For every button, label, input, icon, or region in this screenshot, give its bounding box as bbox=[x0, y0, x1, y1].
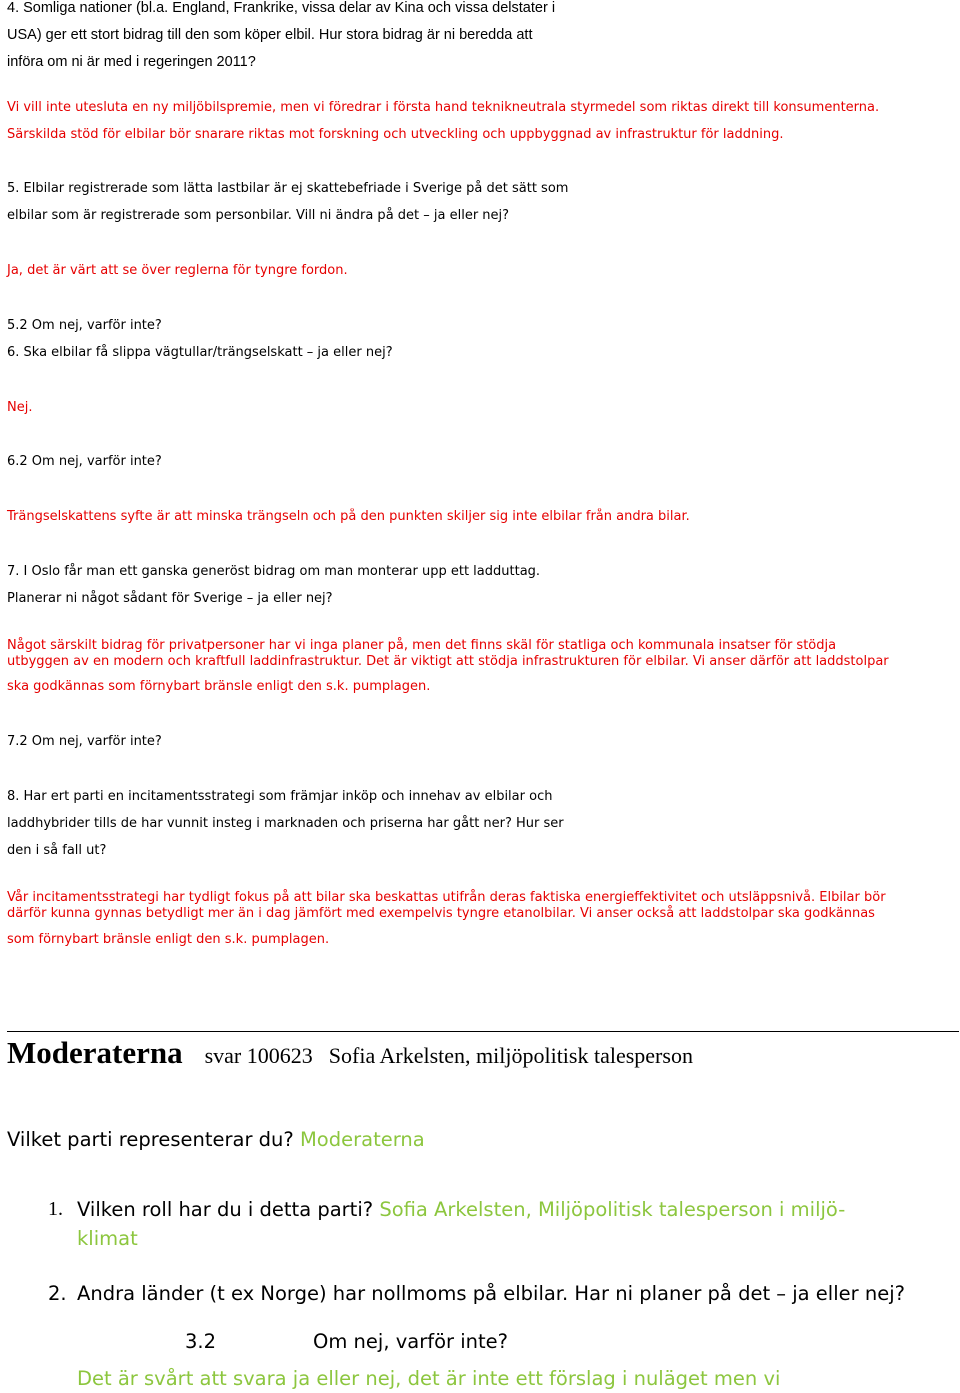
q6-followup-answer: Trängselskattens syfte är att minska trängseln och på den punkten skiljer sig inte elbilar från andra bilar. bbox=[7, 509, 690, 524]
section-divider bbox=[7, 1031, 959, 1032]
q5-followup: 5.2 Om nej, varför inte? bbox=[7, 318, 162, 333]
q8-question-line-1: 8. Har ert parti en incitamentsstrategi som främjar inköp och innehav av elbilar och bbox=[7, 789, 553, 804]
q5-answer: Ja, det är värt att se över reglerna för tyngre fordon. bbox=[7, 263, 348, 278]
q4-question-line-2: USA) ger ett stort bidrag till den som köper elbil. Hur stora bidrag är ni beredda att bbox=[7, 27, 533, 43]
q4-answer-line-1: Vi vill inte utesluta en ny miljöbilspremie, men vi föredrar i första hand teknikneutrala styrmedel som riktas direkt till konsumenterna. bbox=[7, 100, 880, 115]
q6-question: 6. Ska elbilar få slippa vägtullar/trängselskatt – ja eller nej? bbox=[7, 345, 393, 360]
party-question: Vilket parti representerar du? bbox=[7, 1128, 294, 1151]
q8-answer-line-1: Vår incitamentsstrategi har tydligt fokus på att bilar ska beskattas utifrån deras faktiska energieffektivitet och utsläppsnivå. Elbilar bör bbox=[7, 890, 886, 905]
m-q2-number: 2. bbox=[48, 1282, 67, 1305]
q7-question-line-1: 7. I Oslo får man ett ganska generöst bidrag om man monterar upp ett ladduttag. bbox=[7, 564, 541, 579]
section-party-name: Moderaterna bbox=[7, 1035, 183, 1070]
m-q3-number: 3.2 bbox=[185, 1330, 217, 1353]
q6-answer: Nej. bbox=[7, 400, 33, 415]
m-q1-answer-line-1: Sofia Arkelsten, Miljöpolitisk talesperson i miljö- bbox=[379, 1198, 846, 1221]
section-respondent: Sofia Arkelsten, miljöpolitisk talesperson bbox=[328, 1043, 693, 1068]
q6-followup: 6.2 Om nej, varför inte? bbox=[7, 454, 162, 469]
m-q3-answer: Det är svårt att svara ja eller nej, det är inte ett förslag i nuläget men vi bbox=[77, 1367, 781, 1390]
q4-question-line-1: 4. Somliga nationer (bl.a. England, Frankrike, vissa delar av Kina och vissa delstater i bbox=[7, 0, 556, 16]
q7-answer-line-3: ska godkännas som förnybart bränsle enligt den s.k. pumplagen. bbox=[7, 679, 431, 694]
q7-question-line-2: Planerar ni något sådant för Sverige – ja eller nej? bbox=[7, 591, 333, 606]
q5-question-line-2: elbilar som är registrerade som personbilar. Vill ni ändra på det – ja eller nej? bbox=[7, 208, 510, 223]
q4-question-line-3: införa om ni är med i regeringen 2011? bbox=[7, 54, 256, 70]
m-q1-number: 1. bbox=[48, 1198, 63, 1220]
q5-question-line-1: 5. Elbilar registrerade som lätta lastbilar är ej skattebefriade i Sverige på det sätt som bbox=[7, 181, 569, 196]
party-question-row bbox=[7, 1125, 425, 1154]
q7-answer-line-1: Något särskilt bidrag för privatpersoner har vi inga planer på, men det finns skäl för statliga och kommunala insatser för stödja bbox=[7, 638, 837, 653]
q8-answer-line-3: som förnybart bränsle enligt den s.k. pumplagen. bbox=[7, 932, 330, 947]
m-q1-question: Vilken roll har du i detta parti? bbox=[77, 1198, 374, 1221]
m-q1-answer-line-2: klimat bbox=[77, 1227, 138, 1250]
party-answer: Moderaterna bbox=[299, 1128, 425, 1151]
section-reply-label: svar 100623 bbox=[204, 1043, 313, 1068]
q7-followup: 7.2 Om nej, varför inte? bbox=[7, 734, 162, 749]
q8-question-line-3: den i så fall ut? bbox=[7, 843, 107, 858]
m-q2-question: Andra länder (t ex Norge) har nollmoms på elbilar. Har ni planer på det – ja eller nej? bbox=[77, 1282, 905, 1305]
section-heading bbox=[7, 1033, 693, 1079]
m-q1-row bbox=[77, 1195, 845, 1224]
m-q3-question: Om nej, varför inte? bbox=[313, 1330, 508, 1353]
q7-answer-line-2: utbyggen av en modern och kraftfull laddinfrastruktur. Det är viktigt att stödja infrastrukturen för elbilar. Vi anser därför att laddstolpar bbox=[7, 654, 889, 669]
q4-answer-line-2: Särskilda stöd för elbilar bör snarare riktas mot forskning och utveckling och uppbyggnad av infrastruktur för laddning. bbox=[7, 127, 784, 142]
q8-question-line-2: laddhybrider tills de har vunnit insteg i marknaden och priserna har gått ner? Hur ser bbox=[7, 816, 564, 831]
q8-answer-line-2: därför kunna gynnas betydligt mer än i dag jämfört med exempelvis tyngre etanolbilar. Vi anser också att laddstolpar ska godkännas bbox=[7, 906, 875, 921]
